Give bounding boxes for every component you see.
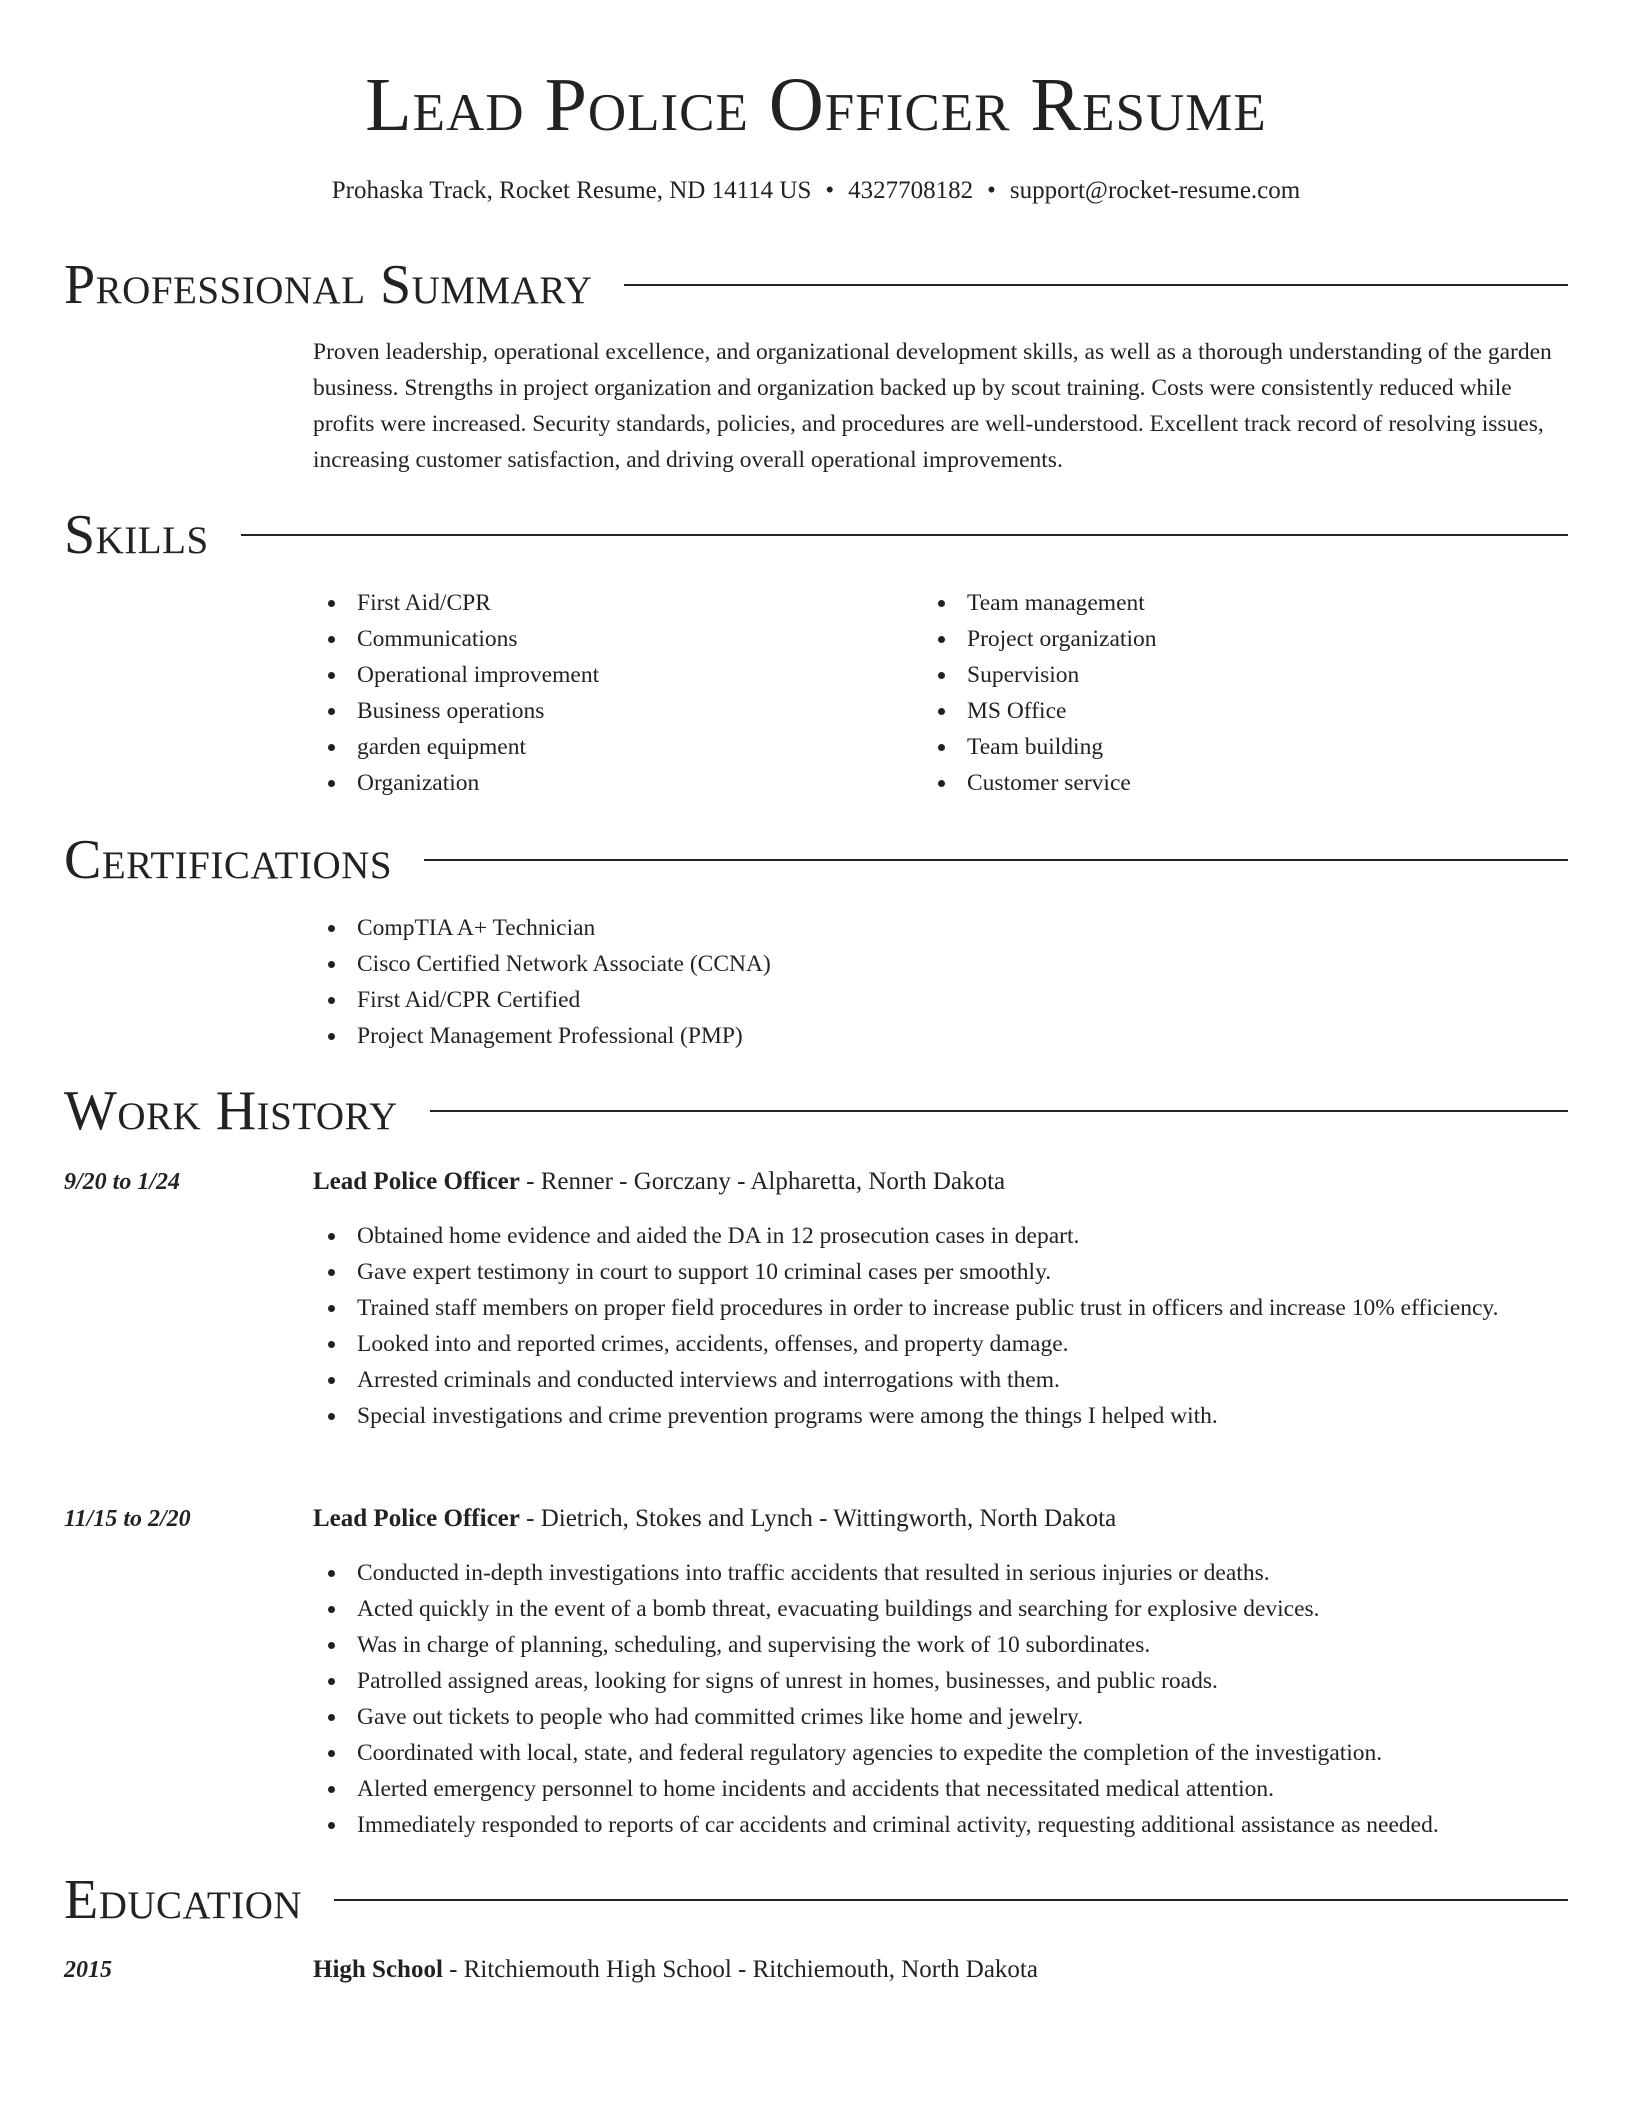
summary-heading: Professional Summary [64,254,593,316]
section-divider [424,859,1568,861]
skills-heading: Skills [64,504,209,566]
job-employer: - Dietrich, Stokes and Lynch - Wittingworth, North Dakota [519,1505,1117,1532]
skill-item: MS Office [923,693,1523,729]
skills-column-right [923,585,1523,801]
job-title: Lead Police Officer [313,1168,520,1195]
job-title-line [313,1501,1568,1537]
job-duty-item: Special investigations and crime prevention programs were among the things I helped with. [313,1398,1568,1434]
job-duty-item: Conducted in-depth investigations into traffic accidents that resulted in serious injuries or deaths. [313,1555,1568,1591]
contact-line [0,175,1632,207]
job-duty-item: Gave out tickets to people who had committed crimes like home and jewelry. [313,1699,1568,1735]
summary-text: Proven leadership, operational excellence, and organizational development skills, as well as a thorough understanding of the garden business. Strengths in project organization and organization backed up by scout training. Costs were consistently reduced while profits were increased. Security standards, policies, and procedures are well-understood. Excellent track record of resolving issues, increasing customer satisfaction, and driving overall operational improvements. [313,339,1552,473]
certification-item: CompTIA A+ Technician [313,910,1513,946]
job-duty-item: Was in charge of planning, scheduling, and supervising the work of 10 subordinates. [313,1627,1568,1663]
job-dates: 9/20 to 1/24 [64,1169,181,1195]
skill-item: Team management [923,585,1523,621]
skills-list-left [313,585,893,801]
contact-email: support@rocket-resume.com [1009,177,1301,204]
job-duty-item: Acted quickly in the event of a bomb threat, evacuating buildings and searching for explosive devices. [313,1591,1568,1627]
job-duty-item: Trained staff members on proper field procedures in order to increase public trust in officers and increase 10% efficiency. [313,1290,1568,1326]
job-duties-list [313,1218,1568,1434]
skill-item: Business operations [313,693,893,729]
contact-phone: 4327708182 [848,177,974,204]
section-divider [430,1110,1568,1112]
skill-item: Supervision [923,657,1523,693]
skill-item: Team building [923,729,1523,765]
skill-item: Communications [313,621,893,657]
certifications-section-header [64,827,1568,893]
certifications-block [313,910,1513,1054]
contact-separator: • [825,177,835,204]
skill-item: Customer service [923,765,1523,801]
education-degree: High School [313,1956,443,1983]
education-year: 2015 [64,1957,112,1983]
job-duty-item: Gave expert testimony in court to support 10 criminal cases per smoothly. [313,1254,1568,1290]
job-duty-item: Immediately responded to reports of car accidents and criminal activity, requesting additional assistance as needed. [313,1807,1568,1843]
education-line [313,1952,1568,1988]
section-divider [624,284,1568,286]
skill-item: First Aid/CPR [313,585,893,621]
job-dates: 11/15 to 2/20 [64,1506,191,1532]
skill-item: Operational improvement [313,657,893,693]
resume-title: Lead Police Officer Resume [365,63,1267,147]
work-section-header [64,1078,1568,1144]
certification-item: Cisco Certified Network Associate (CCNA) [313,946,1513,982]
job-title-line [313,1164,1568,1200]
skills-column-left [313,585,893,801]
skill-item: Project organization [923,621,1523,657]
job-duties [313,1555,1568,1843]
job-duty-item: Arrested criminals and conducted interviews and interrogations with them. [313,1362,1568,1398]
job-duty-item: Looked into and reported crimes, accidents, offenses, and property damage. [313,1326,1568,1362]
section-divider [241,534,1568,536]
certifications-list [313,910,1513,1054]
job-duty-item: Alerted emergency personnel to home incidents and accidents that necessitated medical attention. [313,1771,1568,1807]
education-section-header [64,1867,1568,1933]
contact-address: Prohaska Track, Rocket Resume, ND 14114 US [331,177,812,204]
job-employer: - Renner - Gorczany - Alpharetta, North Dakota [519,1168,1006,1195]
skill-item: garden equipment [313,729,893,765]
job-duty-item: Patrolled assigned areas, looking for signs of unrest in homes, businesses, and public roads. [313,1663,1568,1699]
job-duty-item: Obtained home evidence and aided the DA in 12 prosecution cases in depart. [313,1218,1568,1254]
skills-section-header [64,502,1568,568]
certifications-heading: Certifications [64,829,393,891]
job-duty-item: Coordinated with local, state, and federal regulatory agencies to expedite the completion of the investigation. [313,1735,1568,1771]
job-duties [313,1218,1568,1434]
job-duties-list [313,1555,1568,1843]
certification-item: First Aid/CPR Certified [313,982,1513,1018]
education-heading: Education [64,1869,303,1931]
summary-section-header [64,252,1568,318]
certification-item: Project Management Professional (PMP) [313,1018,1513,1054]
skills-list-right [923,585,1523,801]
contact-separator: • [987,177,996,204]
education-school: - Ritchiemouth High School - Ritchiemouth, North Dakota [442,1956,1038,1983]
work-heading: Work History [64,1080,398,1142]
section-divider [334,1899,1568,1901]
skill-item: Organization [313,765,893,801]
job-title: Lead Police Officer [313,1505,520,1532]
